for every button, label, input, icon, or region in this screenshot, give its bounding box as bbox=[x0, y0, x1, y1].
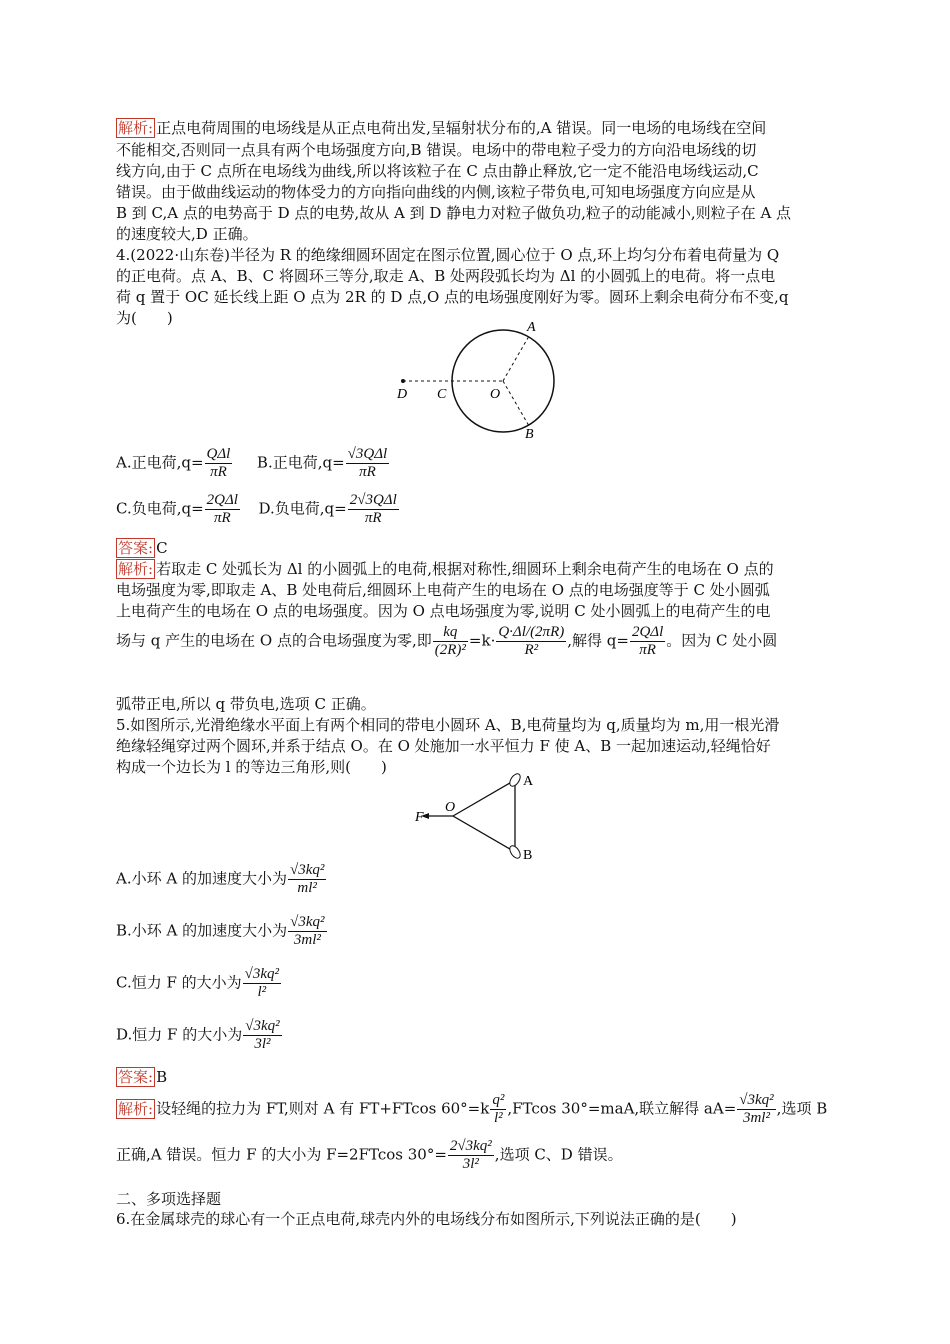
q4-stem-line-3: 荷 q 置于 OC 延长线上距 O 点为 2R 的 D 点,O 点的电场强度刚好为零。圆环上剩余电荷分布不变,q bbox=[116, 288, 789, 306]
q4-stem-line-2: 的正电荷。点 A、B、C 将圆环三等分,取走 A、B 处两段弧长均为 Δl 的小圆弧上的电荷。将一点电 bbox=[116, 267, 776, 285]
q3-analysis-line-5: B 到 C,A 点的电势高于 D 点的电势,故从 A 到 D 静电力对粒子做负功,粒子的动能减小,则粒子在 A 点 bbox=[116, 204, 792, 222]
oa-dashed-line bbox=[503, 336, 529, 381]
q3-analysis-line-6: 的速度较大,D 正确。 bbox=[116, 225, 258, 243]
q5-analysis-line-2: 正确,A 错误。恒力 F 的大小为 F=2FTcos 30°= $\frac{\text{2√3kq²}}{\text{3l²}}$ ,选项 C、D 错误。 bbox=[116, 1138, 623, 1172]
q5-triangle-figure bbox=[405, 768, 555, 868]
triangle-rope bbox=[453, 780, 515, 852]
label-b: B bbox=[523, 848, 533, 863]
q5-answer: 答案: B bbox=[118, 1068, 168, 1086]
q3-analysis-line-1: 解析: 正点电荷周围的电场线是从正点电荷出发,呈辐射状分布的,A 错误。同一电场的电场线在空间 bbox=[118, 119, 767, 137]
label-o: O bbox=[445, 800, 456, 815]
q3-analysis-line-3: 线方向,由于 C 点所在电场线为曲线,所以将该粒子在 C 点由静止释放,它一定不能沿电场线运动,C bbox=[116, 162, 759, 180]
q5-option-b: B.小环 A 的加速度大小为 $\frac{\text{√3kq²}}{\text{3ml²}}$ bbox=[116, 914, 325, 948]
label-o: O bbox=[490, 387, 501, 402]
q4-analysis-line-1: 解析: 若取走 C 处弧长为 Δl 的小圆弧上的电荷,根据对称性,细圆环上剩余电荷产生的电场在 O 点的 bbox=[118, 560, 774, 578]
q4-stem-line-1: 4.(2022·山东卷)半径为 R 的绝缘细圆环固定在图示位置,圆心位于 O 点,环上均匀分布着电荷量为 Q bbox=[116, 246, 780, 264]
q5-stem-line-1: 5.如图所示,光滑绝缘水平面上有两个相同的带电小圆环 A、B,电荷量均为 q,质量均为 m,用一根光滑 bbox=[116, 716, 780, 734]
q4-analysis-equation: 场与 q 产生的电场在 O 点的合电场强度为零,即 $\frac{kq}{\text{(2R)²}}$ =k· $\frac{Q\cdot\Delta l/(2\pi R)}{\text{R²}}$ ,解得 q= $\frac{\text{2QΔl}}{\pi R}$ 。因为 C 处小圆 bbox=[116, 624, 778, 658]
ob-dashed-line bbox=[503, 381, 529, 426]
q6-stem: 6.在金属球壳的球心有一个正点电荷,球壳内外的电场线分布如图所示,下列说法正确的是( ) bbox=[116, 1210, 737, 1228]
q4-option-c-d: C.负电荷,q= $\frac{\text{2QΔl}}{\pi R}$ D.负电荷,q= $\frac{\text{2√3QΔl}}{\pi R}$ bbox=[116, 492, 397, 526]
label-b: B bbox=[525, 427, 534, 442]
point-d bbox=[401, 379, 405, 383]
ring-b bbox=[508, 844, 523, 860]
q3-analysis-line-4: 错误。由于做曲线运动的物体受力的方向指向曲线的内侧,该粒子带负电,可知电场强度方向应是从 bbox=[116, 183, 756, 201]
q4-option-a-b: A.正电荷,q= $\frac{\text{QΔl}}{\pi R}$ B.正电荷,q= $\frac{\text{√3QΔl}}{\pi R}$ bbox=[116, 446, 388, 480]
q5-option-a: A.小环 A 的加速度大小为 $\frac{\text{√3kq²}}{\text{ml²}}$ bbox=[116, 862, 325, 896]
analysis-tag: 解析: bbox=[118, 119, 154, 137]
q4-analysis-line-3: 上电荷产生的电场在 O 点的电场强度。因为 O 点电场强度为零,说明 C 处小圆弧上的电荷产生的电 bbox=[116, 602, 771, 620]
q5-stem-line-2: 绝缘轻绳穿过两个圆环,并系于结点 O。在 O 处施加一水平恒力 F 使 A、B 一起加速运动,轻绳恰好 bbox=[116, 737, 771, 755]
label-f: F bbox=[415, 810, 424, 825]
q4-analysis-line-2: 电场强度为零,即取走 A、B 处电荷后,细圆环上电荷产生的电场在 O 点的电场强度等于 C 处小圆弧 bbox=[116, 581, 770, 599]
section-title: 二、多项选择题 bbox=[116, 1190, 222, 1208]
q4-ring-figure bbox=[390, 318, 570, 448]
label-a: A bbox=[523, 774, 534, 789]
q5-option-c: C.恒力 F 的大小为 $\frac{\text{√3kq²}}{\text{l²}}$ bbox=[116, 966, 280, 1000]
q3-analysis-line-2: 不能相交,否则同一点具有两个电场强度方向,B 错误。电场中的带电粒子受力的方向沿电场线的切 bbox=[116, 141, 757, 159]
label-c: C bbox=[437, 387, 447, 402]
q4-analysis-end: 弧带正电,所以 q 带负电,选项 C 正确。 bbox=[116, 695, 376, 713]
q4-answer: 答案: C bbox=[118, 539, 168, 557]
q5-option-d: D.恒力 F 的大小为 $\frac{\text{√3kq²}}{\text{3l²}}$ bbox=[116, 1018, 280, 1052]
label-a: A bbox=[527, 320, 536, 335]
ring-a bbox=[508, 772, 523, 788]
q4-stem-line-4: 为( ) bbox=[116, 309, 173, 327]
q5-stem-line-3: 构成一个边长为 l 的等边三角形,则( ) bbox=[116, 758, 387, 776]
label-d: D bbox=[397, 387, 408, 402]
q5-analysis-line-1: 解析: 设轻绳的拉力为 FT,则对 A 有 FT+FTcos 60°=k $\frac{\text{q²}}{\text{l²}}$ ,FTcos 30°=maA,联立解得 aA= $\frac{\text{√3kq²}}{\text{3ml²}}$ ,选项 B bbox=[118, 1092, 828, 1126]
